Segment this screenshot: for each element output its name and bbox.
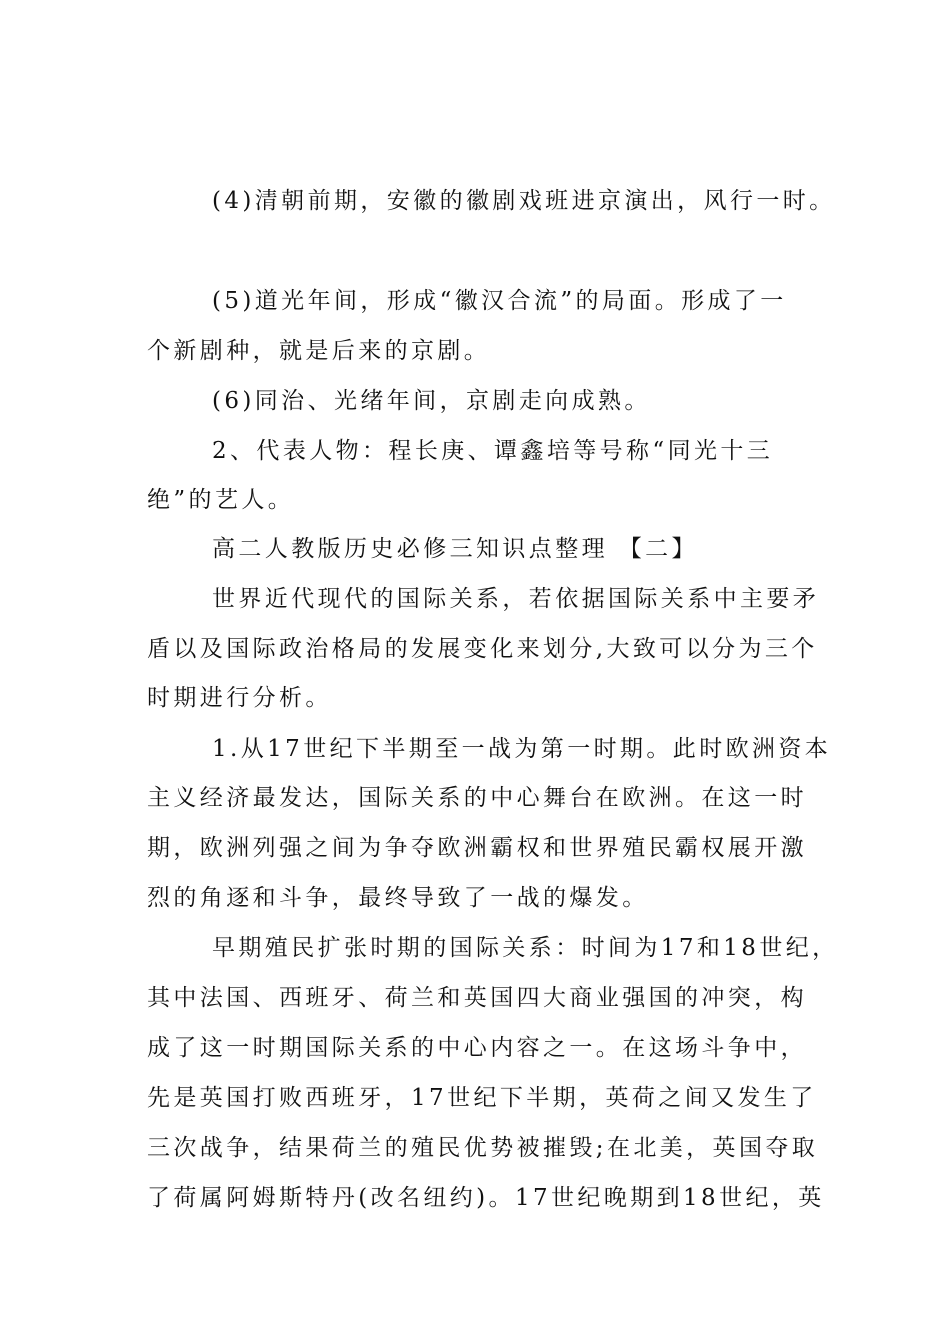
paragraph-line: 成了这一时期国际关系的中心内容之一。在这场斗争中， xyxy=(147,1035,807,1061)
paragraph-line: 烈的角逐和斗争，最终导致了一战的爆发。 xyxy=(147,885,649,911)
paragraph-line: 先是英国打败西班牙，17世纪下半期，英荷之间又发生了 xyxy=(147,1085,817,1111)
paragraph-line: 了荷属阿姆斯特丹(改名纽约)。17世纪晚期到18世纪，英 xyxy=(147,1185,825,1211)
paragraph-line: 绝”的艺人。 xyxy=(147,487,295,513)
paragraph-line: 主义经济最发达，国际关系的中心舞台在欧洲。在这一时 xyxy=(147,785,807,811)
paragraph-line: 时期进行分析。 xyxy=(147,685,332,711)
paragraph-line: 其中法国、西班牙、荷兰和英国四大商业强国的冲突，构 xyxy=(147,985,807,1011)
section-heading: 高二人教版历史必修三知识点整理 【二】 xyxy=(212,536,698,562)
paragraph-line: (6)同治、光绪年间，京剧走向成熟。 xyxy=(212,388,651,414)
paragraph-line: 世界近代现代的国际关系，若依据国际关系中主要矛 xyxy=(212,586,820,612)
paragraph-line: 2、代表人物：程长庚、谭鑫培等号称“同光十三 xyxy=(212,438,774,464)
paragraph-line: 1.从17世纪下半期至一战为第一时期。此时欧洲资本 xyxy=(212,736,832,762)
paragraph-line: (4)清朝前期，安徽的徽剧戏班进京演出，风行一时。 xyxy=(212,188,836,214)
paragraph-line: 三次战争，结果荷兰的殖民优势被摧毁;在北美，英国夺取 xyxy=(147,1135,819,1161)
paragraph-line: (5)道光年间，形成“徽汉合流”的局面。形成了一 xyxy=(212,288,787,314)
paragraph-line: 期，欧洲列强之间为争夺欧洲霸权和世界殖民霸权展开激 xyxy=(147,835,807,861)
paragraph-line: 个新剧种，就是后来的京剧。 xyxy=(147,338,491,364)
paragraph-line: 盾以及国际政治格局的发展变化来划分,大致可以分为三个 xyxy=(147,636,818,662)
paragraph-line: 早期殖民扩张时期的国际关系：时间为17和18世纪， xyxy=(212,935,839,961)
